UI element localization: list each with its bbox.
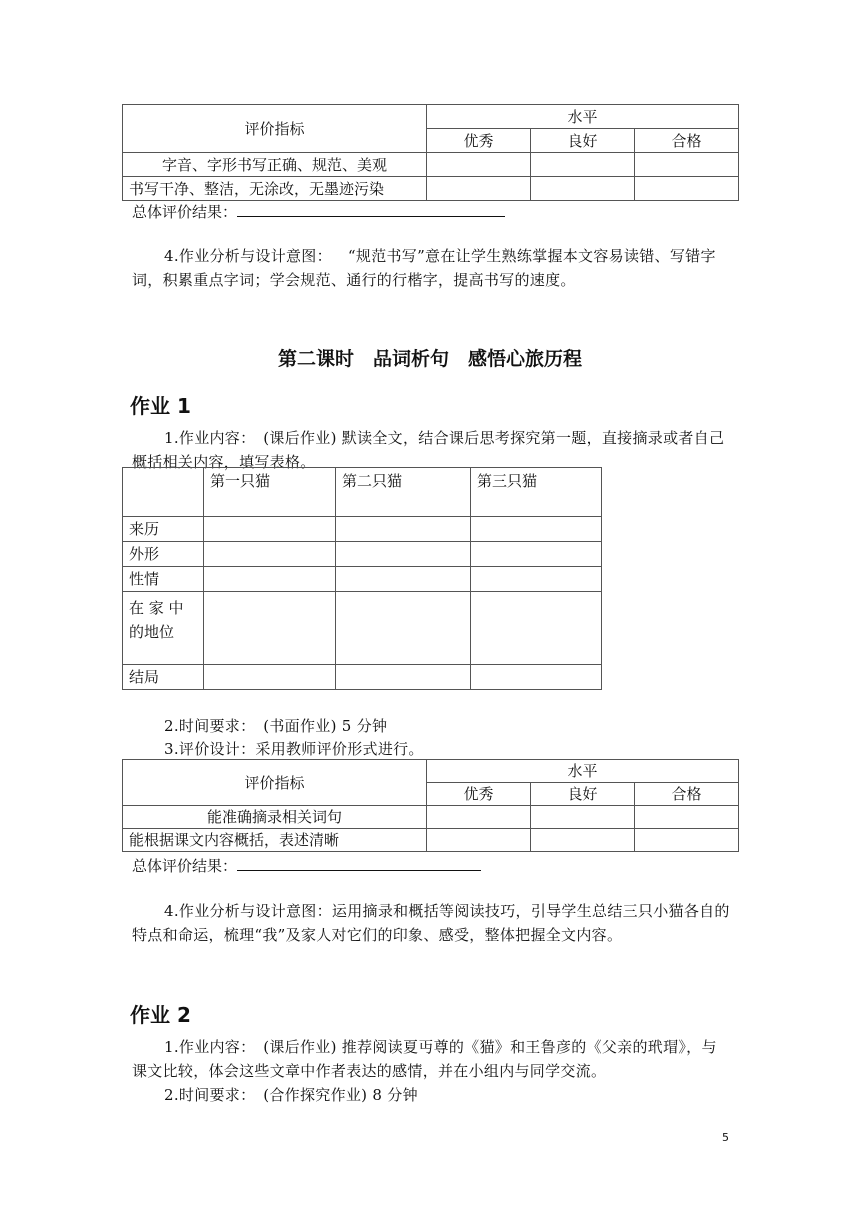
homework-1-heading: 作业 1 xyxy=(130,394,191,418)
lesson-title: 第二课时 品词析句 感悟心旅历程 xyxy=(277,348,582,370)
overall-result-2 xyxy=(132,855,481,876)
empty-cell xyxy=(531,829,635,852)
page-number: 5 xyxy=(722,1131,729,1144)
empty-cell xyxy=(336,567,471,592)
homework-2-heading: 作业 2 xyxy=(130,1003,191,1027)
design-intent-label: 4.作业分析与设计意图： xyxy=(164,247,332,265)
result-blank xyxy=(237,856,481,871)
indicator-header: 评价指标 xyxy=(123,105,427,153)
empty-cell xyxy=(531,153,635,177)
empty-cell xyxy=(635,153,739,177)
empty-cell xyxy=(531,177,635,201)
empty-cell xyxy=(336,517,471,542)
empty-cell xyxy=(635,177,739,201)
empty-cell xyxy=(427,177,531,201)
empty-cell xyxy=(336,542,471,567)
row-label-appearance: 外形 xyxy=(123,542,204,567)
empty-cell xyxy=(204,517,336,542)
cat-table xyxy=(122,467,602,690)
overall-result-label: 总体评价结果： xyxy=(132,857,238,875)
homework-1-time: 2.时间要求： (书面作业) 5 分钟 xyxy=(164,717,388,735)
empty-cell xyxy=(204,592,336,665)
level-excellent: 优秀 xyxy=(427,783,531,806)
homework-1-analysis: 4.作业分析与设计意图：运用摘录和概括等阅读技巧，引导学生总结三只小猫各自的特点和命运，梳理“我”及家人对它们的印象、感受，整体把握全文内容。 xyxy=(132,902,730,944)
row-label-status: 在 家 中 的地位 xyxy=(123,592,204,665)
design-intent-1 xyxy=(132,244,732,292)
overall-result-1 xyxy=(132,201,505,222)
homework-2-time: 2.时间要求： (合作探究作业) 8 分钟 xyxy=(164,1086,418,1104)
homework-1-evaluation: 3.评价设计：采用教师评价形式进行。 xyxy=(164,740,424,758)
row-label-origin: 来历 xyxy=(123,517,204,542)
indicator-row: 能准确摘录相关词句 xyxy=(123,806,427,829)
empty-cell xyxy=(336,592,471,665)
empty-cell xyxy=(471,542,602,567)
level-pass: 合格 xyxy=(635,783,739,806)
evaluation-table-1 xyxy=(122,104,739,201)
design-intent-text: “规范书写”意在让学生熟练掌握本文容易读错、写错字词，积累重点字词；学会规范、通行的行楷字，提高书写的速度。 xyxy=(132,247,716,289)
level-good: 良好 xyxy=(531,129,635,153)
empty-cell xyxy=(531,806,635,829)
empty-cell xyxy=(204,567,336,592)
row-label-temperament: 性情 xyxy=(123,567,204,592)
empty-cell xyxy=(471,567,602,592)
empty-cell xyxy=(427,153,531,177)
empty-cell xyxy=(635,829,739,852)
row-label-ending: 结局 xyxy=(123,665,204,690)
level-header: 水平 xyxy=(427,760,739,783)
column-header-cat-1: 第一只猫 xyxy=(204,468,336,517)
level-pass: 合格 xyxy=(635,129,739,153)
empty-cell xyxy=(471,592,602,665)
indicator-row: 书写干净、整洁，无涂改，无墨迹污染 xyxy=(123,177,427,201)
column-header-cat-2: 第二只猫 xyxy=(336,468,471,517)
empty-cell xyxy=(471,665,602,690)
empty-cell xyxy=(204,665,336,690)
result-blank xyxy=(237,202,505,217)
indicator-header: 评价指标 xyxy=(123,760,427,806)
level-good: 良好 xyxy=(531,783,635,806)
level-header: 水平 xyxy=(427,105,739,129)
corner-cell xyxy=(123,468,204,517)
empty-cell xyxy=(471,517,602,542)
empty-cell xyxy=(635,806,739,829)
evaluation-table-2 xyxy=(122,759,739,852)
empty-cell xyxy=(336,665,471,690)
empty-cell xyxy=(427,829,531,852)
indicator-row: 字音、字形书写正确、规范、美观 xyxy=(123,153,427,177)
homework-2-content: 1.作业内容： (课后作业) 推荐阅读夏丏尊的《猫》和王鲁彦的《父亲的玳瑁》，与课文比较，体会这些文章中作者表达的感情，并在小组内与同学交流。 xyxy=(132,1038,717,1080)
empty-cell xyxy=(427,806,531,829)
column-header-cat-3: 第三只猫 xyxy=(471,468,602,517)
overall-result-label: 总体评价结果： xyxy=(132,203,238,221)
empty-cell xyxy=(204,542,336,567)
homework-1-content: 1.作业内容： (课后作业) 默读全文，结合课后思考探究第一题，直接摘录或者自己概括相关内容，填写表格。 xyxy=(132,429,725,471)
indicator-row: 能根据课文内容概括，表述清晰 xyxy=(123,829,427,852)
level-excellent: 优秀 xyxy=(427,129,531,153)
